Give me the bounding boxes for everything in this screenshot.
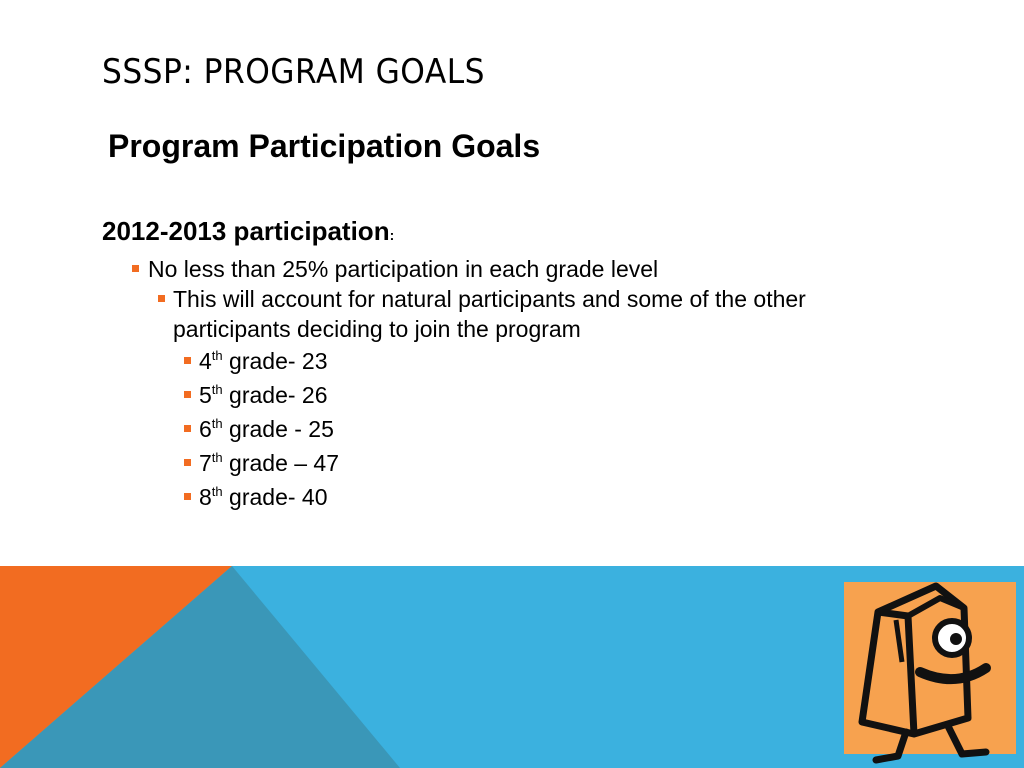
- section-heading: Program Participation Goals: [108, 128, 541, 164]
- grade-number: 6: [199, 416, 212, 442]
- square-bullet-icon: [184, 425, 191, 432]
- grade-item-6: [102, 412, 962, 446]
- slide-title: SSSP: PROGRAM GOALS: [102, 52, 485, 92]
- grade-goal: grade- 23: [222, 348, 328, 374]
- grade-ordinal: th: [211, 484, 223, 499]
- square-bullet-icon: [184, 357, 191, 364]
- grade-ordinal: th: [211, 416, 223, 431]
- grade-ordinal: th: [211, 450, 223, 465]
- square-bullet-icon: [184, 391, 191, 398]
- square-bullet-icon: [184, 493, 191, 500]
- grade-goal: grade- 40: [222, 484, 328, 510]
- grade-item-4: [102, 344, 962, 378]
- grade-number: 5: [199, 382, 212, 408]
- grade-number: 4: [199, 348, 212, 374]
- list-item-text: No less than 25% participation in each grade level: [148, 256, 659, 282]
- list-item-level1: [102, 254, 962, 284]
- list-item-text-line2: participants deciding to join the program: [173, 316, 581, 342]
- grade-item-8: [102, 480, 962, 514]
- participation-heading-colon: :: [389, 227, 395, 243]
- grade-goal: grade- 26: [222, 382, 328, 408]
- grade-number: 8: [199, 484, 212, 510]
- grade-ordinal: th: [211, 348, 223, 363]
- grade-item-5: [102, 378, 962, 412]
- list-item-text-line1: This will account for natural participants and some of the other: [173, 286, 806, 312]
- participation-heading: [102, 212, 962, 254]
- participation-heading-text: 2012-2013 participation: [102, 216, 390, 246]
- grade-number: 7: [199, 450, 212, 476]
- grade-ordinal: th: [211, 382, 223, 397]
- square-bullet-icon: [158, 295, 165, 302]
- bullet-list: [102, 254, 962, 514]
- grade-goal: grade – 47: [222, 450, 340, 476]
- square-bullet-icon: [132, 265, 139, 272]
- paper-bag-character-icon: [836, 576, 1024, 768]
- square-bullet-icon: [184, 459, 191, 466]
- grade-goal: grade - 25: [222, 416, 334, 442]
- grade-item-7: [102, 446, 962, 480]
- slide-body: [102, 212, 962, 514]
- list-item-level2: [102, 284, 962, 344]
